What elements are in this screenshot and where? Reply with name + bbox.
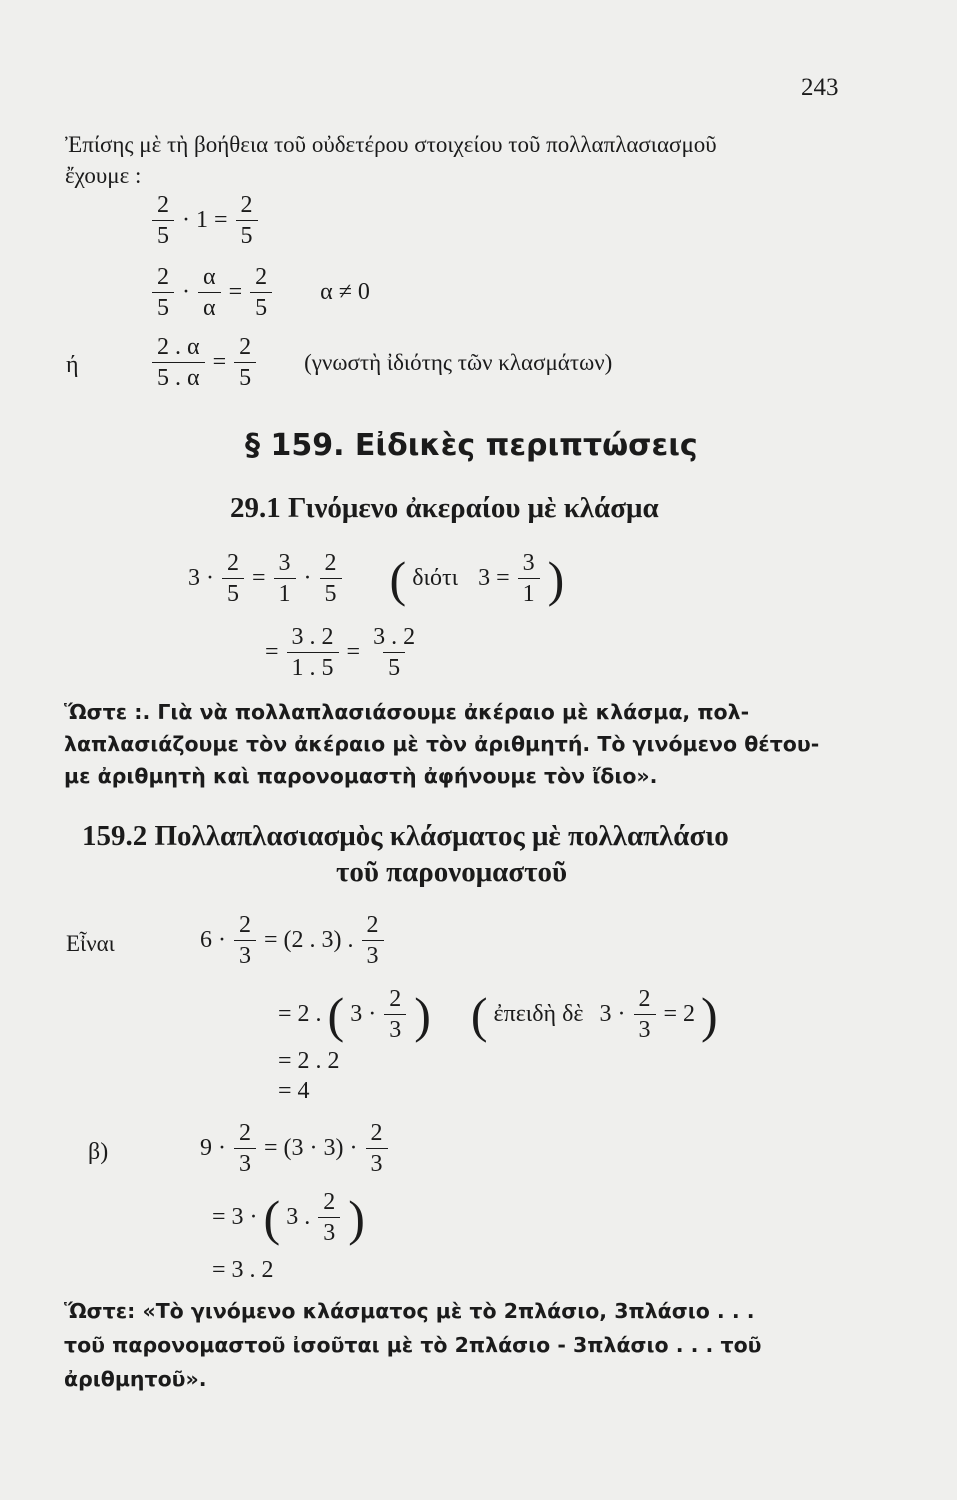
conclusion-line-2: τοῦ παρονομαστοῦ ἰσοῦται μὲ τὸ 2πλάσιο - 3πλάσιο . . . τοῦ [64,1333,762,1357]
since-word: ἐπειδὴ δὲ [493,1001,584,1027]
fraction: $\frac{2}{5}$ [320,551,342,606]
subsection-title-2: 159.2 Πολλαπλασιασμὸς κλάσματος μὲ πολλαπλάσιο [82,820,729,852]
fraction: $\frac{2}{5}$ [234,335,256,390]
term: 3 · [599,1001,626,1027]
equation-six-times-fraction [200,913,386,968]
left-paren: ( [263,1189,281,1246]
fraction: $\frac{3 . 2}{1 . 5}$ [287,625,339,680]
fraction: $\frac{3}{1}$ [518,551,540,606]
label-or: ή [66,352,79,378]
term: 3 . [286,1204,311,1230]
left-paren: ( [327,986,345,1043]
right-paren: ) [701,986,718,1043]
fraction: $\frac{2}{3}$ [234,913,256,968]
term: = 2 . [278,1001,322,1027]
equation-regroup [278,987,718,1042]
intro-line-1: Ἐπίσης μὲ τὴ βοήθεια τοῦ οὐδετέρου στοιχείου τοῦ πολλαπλασιασμοῦ [65,132,717,157]
operator: = [252,565,266,591]
fraction: $\frac{2}{5}$ [222,551,244,606]
fraction: $\frac{2}{3}$ [234,1121,256,1176]
fraction: $\frac{3}{1}$ [274,551,296,606]
condition: α ≠ 0 [320,279,370,305]
right-paren: ) [348,1189,365,1246]
fraction: $\frac{2}{5}$ [250,265,272,320]
operator: = [346,639,361,665]
operator: = [228,279,243,305]
term: = 2 [663,1001,696,1027]
rule-line-2: λαπλασιάζουμε τὸν ἀκέραιο μὲ τὸν ἀριθμητή. Τὸ γινόμενο θέτου- [64,732,820,756]
fraction: $\frac{3 . 2}{5}$ [373,624,416,681]
operator: = [212,349,227,375]
equation-step: = 2 . 2 [278,1048,340,1074]
operator: · [303,565,312,591]
fraction: $\frac{2}{3}$ [634,987,656,1042]
right-paren: ) [414,986,431,1043]
label-it-is: Εἶναι [66,931,115,956]
page-number: 243 [801,74,839,101]
conclusion-line-1: Ὥστε: «Τὸ γινόμενο κλάσματος μὲ τὸ 2πλάσιο, 3πλάσιο . . . [64,1299,755,1323]
fraction: $\frac{2}{3}$ [366,1121,388,1176]
label-beta: β) [88,1139,109,1165]
fraction: $\frac{2}{3}$ [362,913,384,968]
intro-line-2: ἔχουμε : [65,163,142,188]
subsection-title-1: 29.1 Γινόμενο ἀκεραίου μὲ κλάσμα [230,492,659,524]
rule-line-1: Ὥστε :. Γιὰ νὰ πολλαπλασιάσουμε ἀκέραιο μὲ κλάσμα, πολ- [64,700,750,724]
term: 3 = [478,565,510,591]
fraction: $\frac{2}{5}$ [236,193,258,248]
term: 9 · [200,1135,226,1161]
conclusion-line-3: ἀριθμητοῦ». [64,1367,207,1391]
term: 3 · [350,1001,377,1027]
rule-line-3: με ἀριθμητὴ καὶ παρονομαστὴ ἀφήνουμε τὸν ἴδιο». [64,764,658,788]
fraction: $\frac{\alpha}{\alpha}$ [198,265,221,320]
equation-nine-times-fraction [200,1121,390,1176]
operator: = [265,639,279,665]
operator: · [182,279,190,305]
fraction: $\frac{2}{3}$ [318,1190,340,1245]
equation-integer-times-fraction [188,551,564,606]
equation-neutral-one [150,193,260,248]
equation-result: = 4 [278,1078,310,1104]
equation-step-b: = 3 . 2 [212,1257,274,1283]
subsection-title-2-line-2: τοῦ παρονομαστοῦ [336,856,568,888]
left-paren: ( [470,986,488,1043]
term: = 3 · [212,1204,258,1230]
section-title: § 159. Εἰδικὲς περιπτώσεις [245,428,698,463]
term: = (2 . 3) . [264,927,354,953]
equation-alpha-over-alpha [150,265,370,320]
fraction: $\frac{2}{5}$ [152,193,174,248]
equation-integer-times-fraction-step [265,625,422,680]
equation-regroup-b [212,1190,365,1245]
fraction: $\frac{2}{5}$ [152,265,174,320]
term: 3 · [188,565,214,591]
fraction: $\frac{2}{3}$ [384,987,406,1042]
operator: · 1 = [182,207,228,233]
because-word: διότι [412,565,459,591]
term: 6 · [200,927,226,953]
equation-fraction-property [150,335,612,390]
property-note: (γνωστὴ ἰδιότης τῶν κλασμάτων) [304,349,613,375]
left-paren: ( [389,550,407,607]
term: = (3 · 3) · [264,1135,358,1161]
right-paren: ) [547,550,565,607]
fraction: $\frac{2 . \alpha}{5 . \alpha}$ [152,335,205,390]
